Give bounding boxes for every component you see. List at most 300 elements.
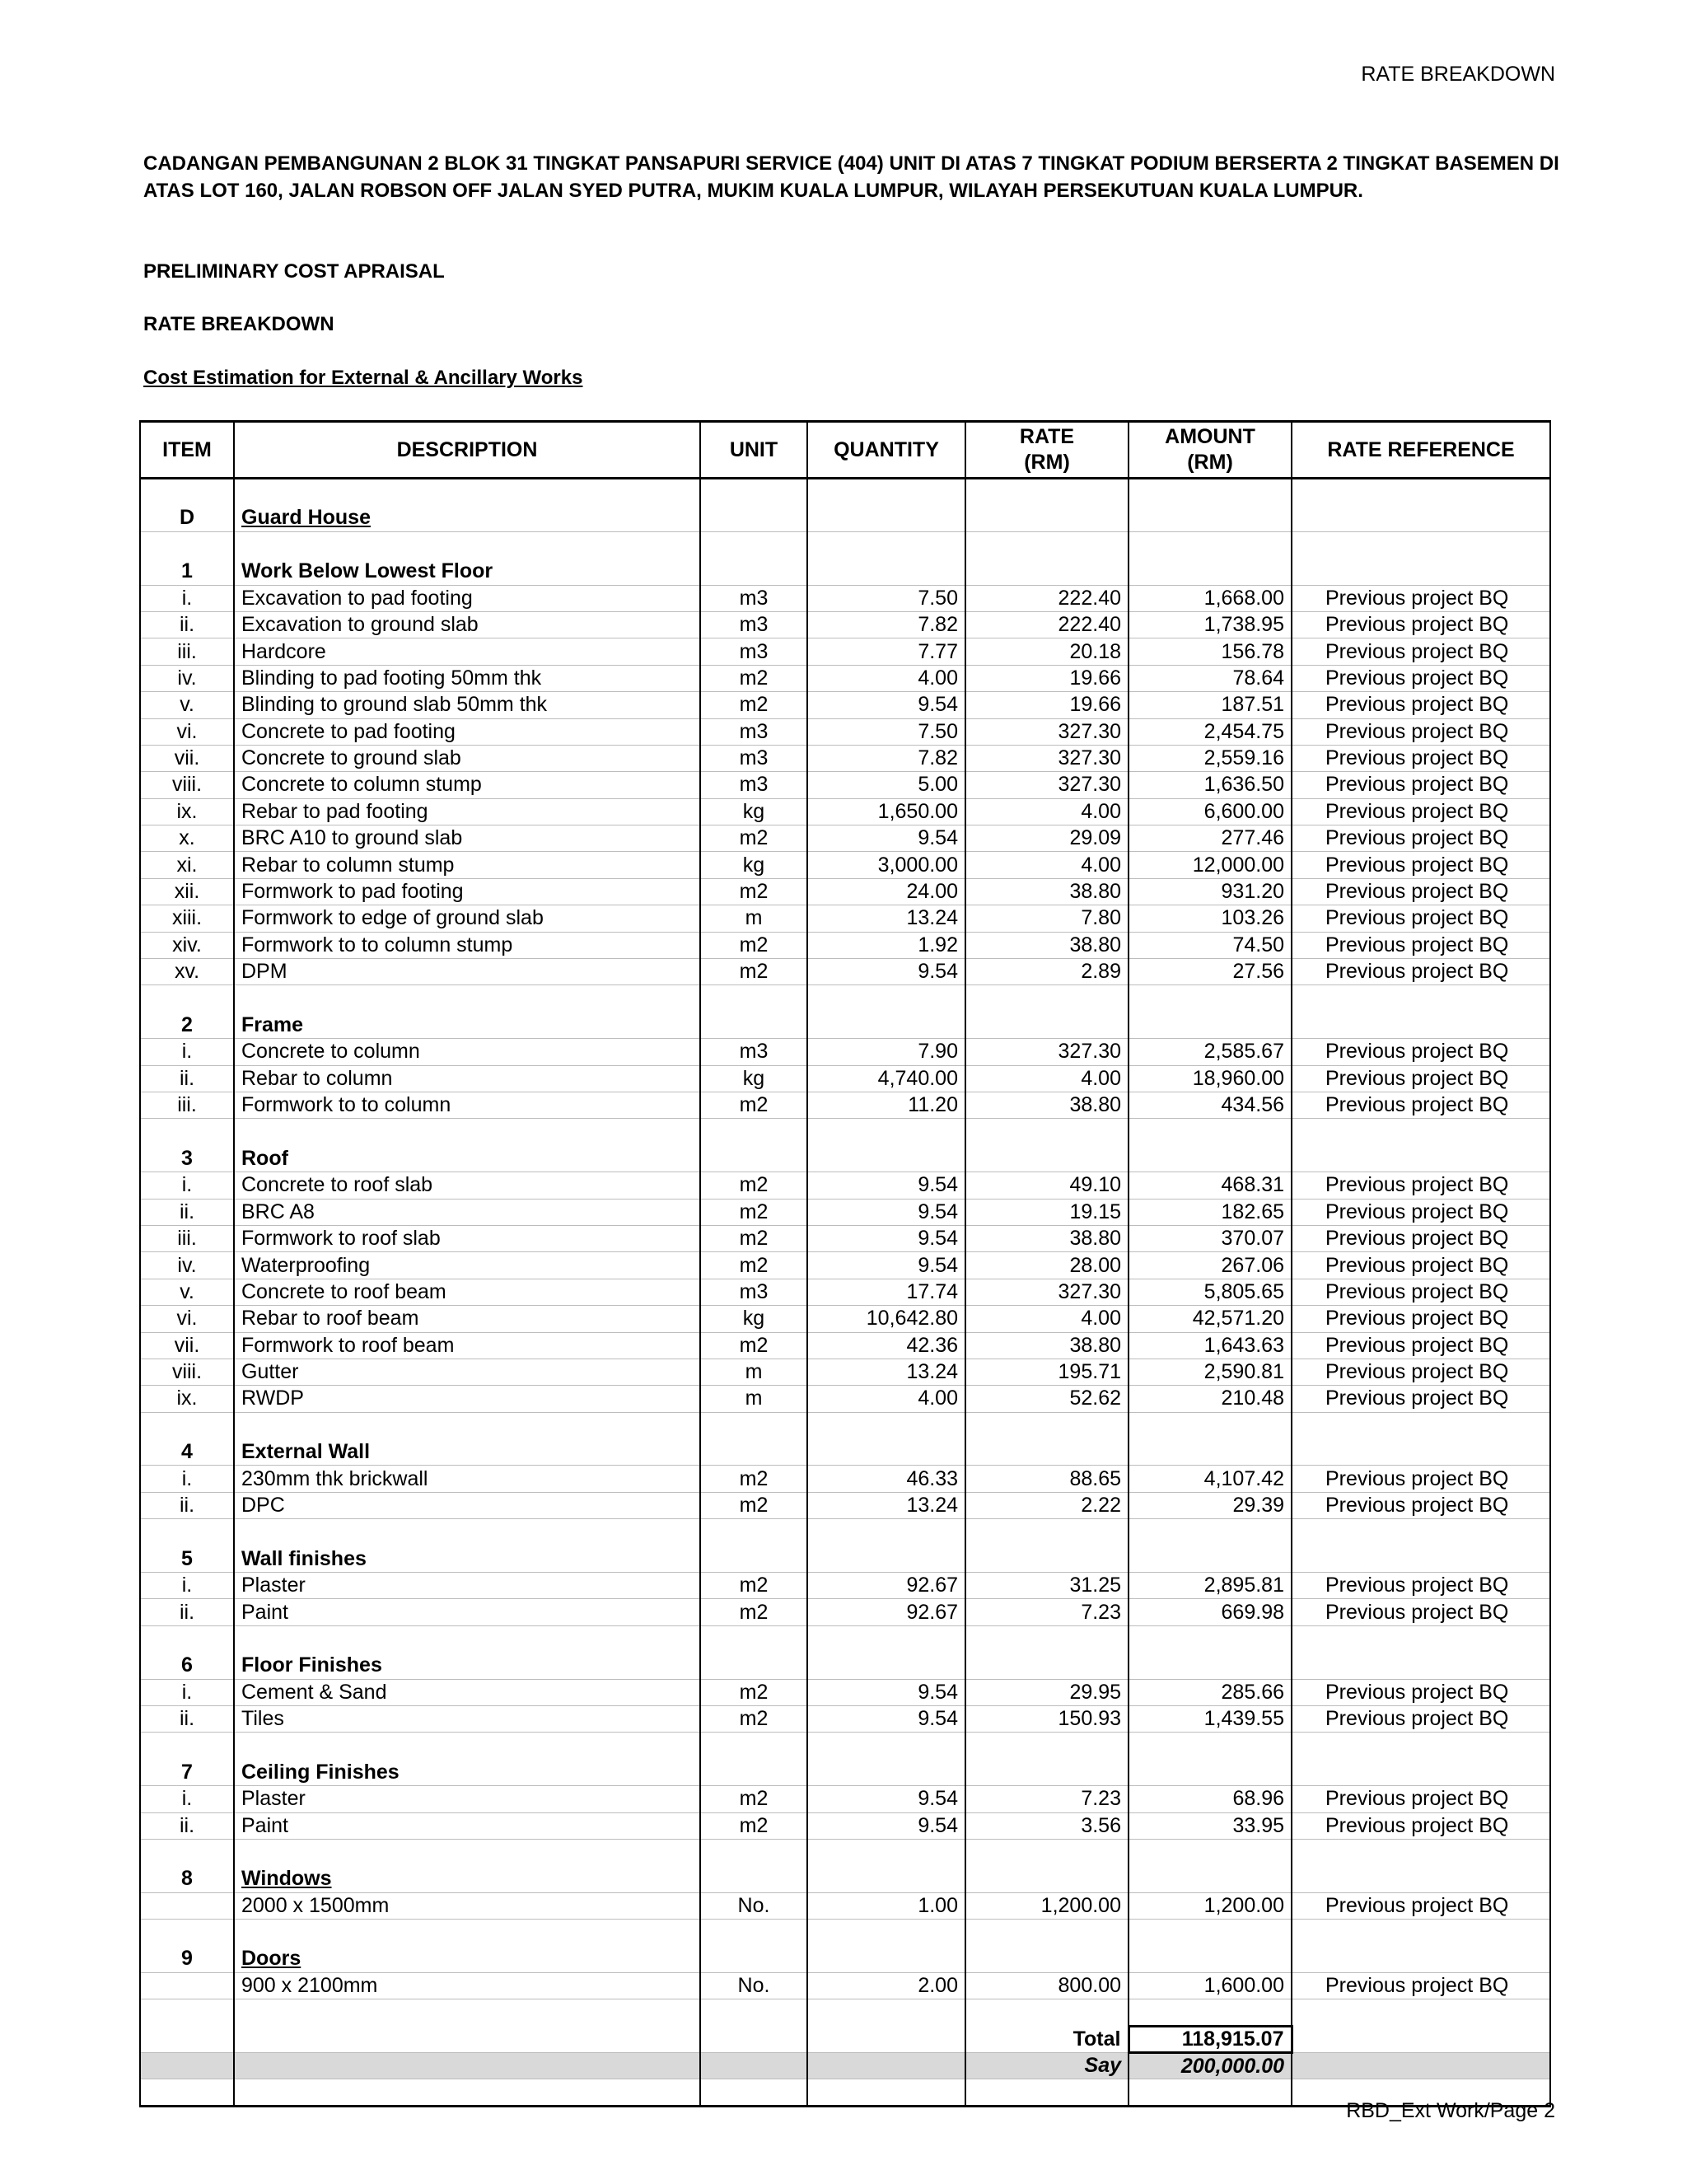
empty-cell <box>1292 1625 1550 1652</box>
rate-reference-cell: Previous project BQ <box>1292 1279 1550 1305</box>
rate-cell: 7.80 <box>965 905 1129 932</box>
rate-cell: 20.18 <box>965 638 1129 665</box>
description-cell: Rebar to pad footing <box>234 798 700 825</box>
amount-cell <box>1129 1759 1292 1785</box>
amount-cell: 434.56 <box>1129 1092 1292 1118</box>
empty-cell <box>1129 1519 1292 1546</box>
amount-cell: 187.51 <box>1129 692 1292 718</box>
rate-cell: 38.80 <box>965 1225 1129 1251</box>
unit-cell: m2 <box>700 1573 807 1599</box>
amount-cell: 2,454.75 <box>1129 718 1292 745</box>
table-row <box>140 825 1550 852</box>
rate-cell <box>965 1653 1129 1679</box>
empty-cell <box>234 1519 700 1546</box>
rate-reference-cell: Previous project BQ <box>1292 1466 1550 1492</box>
rate-reference-cell: Previous project BQ <box>1292 665 1550 691</box>
quantity-cell <box>807 1946 965 1972</box>
item-cell: i. <box>140 1172 234 1199</box>
rate-reference-cell: Previous project BQ <box>1292 1306 1550 1332</box>
amount-cell: 468.31 <box>1129 1172 1292 1199</box>
blank-row <box>140 1519 1550 1546</box>
amount-cell: 78.64 <box>1129 665 1292 691</box>
table-row <box>140 1892 1550 1919</box>
blank-row <box>140 531 1550 558</box>
amount-cell: 182.65 <box>1129 1199 1292 1225</box>
unit-cell <box>700 1439 807 1466</box>
amount-cell: 68.96 <box>1129 1786 1292 1812</box>
rate-reference-cell: Previous project BQ <box>1292 1332 1550 1359</box>
table-row <box>140 1972 1550 1999</box>
item-cell: vii. <box>140 1332 234 1359</box>
quantity-cell <box>807 1012 965 1038</box>
item-cell: ii. <box>140 1199 234 1225</box>
rate-reference-cell: Previous project BQ <box>1292 798 1550 825</box>
section-heading-row <box>140 1012 1550 1038</box>
rate-reference-cell: Previous project BQ <box>1292 1386 1550 1412</box>
empty-cell <box>234 1119 700 1145</box>
header-item: ITEM <box>140 422 234 479</box>
section-heading-label: External Wall <box>241 1440 371 1463</box>
rate-cell: 49.10 <box>965 1172 1129 1199</box>
empty-cell <box>140 1999 234 2026</box>
rate-reference-cell: Previous project BQ <box>1292 825 1550 852</box>
rate-reference-cell: Previous project BQ <box>1292 1359 1550 1385</box>
item-cell: 5 <box>140 1546 234 1572</box>
subtitle-rate-breakdown: RATE BREAKDOWN <box>143 313 334 335</box>
quantity-cell: 9.54 <box>807 825 965 852</box>
header-rate-unit: (RM) <box>1024 451 1070 474</box>
unit-cell: m2 <box>700 1786 807 1812</box>
blank-row <box>140 1119 1550 1145</box>
amount-cell: 277.46 <box>1129 825 1292 852</box>
unit-cell: m <box>700 1359 807 1385</box>
quantity-cell <box>807 1653 965 1679</box>
table-row <box>140 1492 1550 1518</box>
table-header-row <box>140 422 1550 479</box>
quantity-cell: 2.00 <box>807 1972 965 1999</box>
empty-cell <box>965 1625 1129 1652</box>
empty-cell <box>807 1920 965 1946</box>
description-cell: Paint <box>234 1812 700 1839</box>
item-cell: xii. <box>140 878 234 905</box>
item-cell: ii. <box>140 1065 234 1092</box>
total-row <box>140 2026 1550 2052</box>
unit-cell: m2 <box>700 1492 807 1518</box>
page-header: RATE BREAKDOWN <box>1361 63 1555 86</box>
description-cell: Concrete to roof beam <box>234 1279 700 1305</box>
section-heading-row <box>140 1653 1550 1679</box>
amount-cell: 33.95 <box>1129 1812 1292 1839</box>
description-cell: Concrete to column <box>234 1039 700 1065</box>
item-cell: ix. <box>140 798 234 825</box>
empty-cell <box>1292 1519 1550 1546</box>
item-cell: 4 <box>140 1439 234 1466</box>
rate-reference-cell: Previous project BQ <box>1292 772 1550 798</box>
rate-reference-cell: Previous project BQ <box>1292 745 1550 771</box>
quantity-cell: 13.24 <box>807 1359 965 1385</box>
quantity-cell <box>807 1439 965 1466</box>
table-row <box>140 852 1550 878</box>
empty-cell <box>234 1733 700 1759</box>
table-body <box>140 479 1550 2107</box>
empty-cell <box>1292 1119 1550 1145</box>
amount-cell <box>1129 1546 1292 1572</box>
description-cell <box>234 1012 700 1038</box>
item-cell: iii. <box>140 638 234 665</box>
description-cell: BRC A10 to ground slab <box>234 825 700 852</box>
empty-cell <box>965 1119 1129 1145</box>
unit-cell <box>700 1759 807 1785</box>
table-row <box>140 1332 1550 1359</box>
quantity-cell <box>807 1866 965 1892</box>
quantity-cell: 9.54 <box>807 1172 965 1199</box>
item-cell: i. <box>140 1679 234 1705</box>
description-cell: Rebar to column stump <box>234 852 700 878</box>
description-cell: Formwork to to column <box>234 1092 700 1118</box>
rate-reference-cell: Previous project BQ <box>1292 959 1550 985</box>
section-heading-row <box>140 1546 1550 1572</box>
table-row <box>140 665 1550 691</box>
empty-cell <box>700 1519 807 1546</box>
unit-cell <box>700 1946 807 1972</box>
unit-cell: m3 <box>700 585 807 611</box>
quantity-cell <box>807 505 965 531</box>
description-cell: Concrete to pad footing <box>234 718 700 745</box>
quantity-cell <box>807 1145 965 1172</box>
quantity-cell <box>807 559 965 585</box>
quantity-cell: 1,650.00 <box>807 798 965 825</box>
rate-cell <box>965 559 1129 585</box>
rate-cell: 29.95 <box>965 1679 1129 1705</box>
rate-reference-cell: Previous project BQ <box>1292 1252 1550 1279</box>
rate-cell: 4.00 <box>965 852 1129 878</box>
table-row <box>140 878 1550 905</box>
empty-cell <box>807 985 965 1012</box>
item-cell: vi. <box>140 1306 234 1332</box>
empty-cell <box>140 479 234 505</box>
empty-cell <box>1292 2026 1550 2052</box>
rate-cell <box>965 1759 1129 1785</box>
rate-reference-cell: Previous project BQ <box>1292 718 1550 745</box>
table-row <box>140 905 1550 932</box>
amount-cell: 27.56 <box>1129 959 1292 985</box>
unit-cell: m2 <box>700 1225 807 1251</box>
amount-cell: 29.39 <box>1129 1492 1292 1518</box>
item-cell: ix. <box>140 1386 234 1412</box>
rate-reference-cell: Previous project BQ <box>1292 692 1550 718</box>
quantity-cell <box>807 1546 965 1572</box>
item-cell: xi. <box>140 852 234 878</box>
table-row <box>140 1065 1550 1092</box>
item-cell: iv. <box>140 665 234 691</box>
item-cell <box>140 1972 234 1999</box>
table-row <box>140 638 1550 665</box>
amount-cell <box>1129 1866 1292 1892</box>
say-amount: 200,000.00 <box>1129 2053 1292 2079</box>
empty-cell <box>140 1920 234 1946</box>
section-heading-row <box>140 1145 1550 1172</box>
quantity-cell: 7.50 <box>807 585 965 611</box>
unit-cell: kg <box>700 798 807 825</box>
empty-cell <box>700 2079 807 2106</box>
quantity-cell: 3,000.00 <box>807 852 965 878</box>
empty-cell <box>1292 1412 1550 1438</box>
rate-reference-cell: Previous project BQ <box>1292 852 1550 878</box>
amount-cell: 267.06 <box>1129 1252 1292 1279</box>
amount-cell <box>1129 1653 1292 1679</box>
item-cell: 2 <box>140 1012 234 1038</box>
amount-cell <box>1129 505 1292 531</box>
unit-cell <box>700 505 807 531</box>
item-cell: v. <box>140 1279 234 1305</box>
unit-cell: m2 <box>700 1599 807 1625</box>
empty-cell <box>140 1519 234 1546</box>
rate-cell <box>965 1145 1129 1172</box>
amount-cell: 1,643.63 <box>1129 1332 1292 1359</box>
description-cell: DPC <box>234 1492 700 1518</box>
item-cell: 6 <box>140 1653 234 1679</box>
description-cell: Formwork to roof beam <box>234 1332 700 1359</box>
amount-cell: 1,439.55 <box>1129 1705 1292 1732</box>
rate-reference-cell <box>1292 1145 1550 1172</box>
empty-cell <box>140 1119 234 1145</box>
empty-cell <box>700 1999 807 2026</box>
amount-cell: 1,636.50 <box>1129 772 1292 798</box>
rate-cell: 19.66 <box>965 665 1129 691</box>
empty-cell <box>1129 1733 1292 1759</box>
header-amount <box>1129 422 1292 479</box>
empty-cell <box>700 985 807 1012</box>
amount-cell: 669.98 <box>1129 1599 1292 1625</box>
description-cell: Paint <box>234 1599 700 1625</box>
rate-reference-cell <box>1292 1866 1550 1892</box>
empty-cell <box>807 2053 965 2079</box>
rate-cell: 7.23 <box>965 1599 1129 1625</box>
quantity-cell: 9.54 <box>807 1679 965 1705</box>
item-cell: viii. <box>140 772 234 798</box>
quantity-cell: 4.00 <box>807 665 965 691</box>
unit-cell <box>700 1012 807 1038</box>
rate-cell: 327.30 <box>965 772 1129 798</box>
rate-reference-cell: Previous project BQ <box>1292 1599 1550 1625</box>
quantity-cell: 42.36 <box>807 1332 965 1359</box>
table-row <box>140 1359 1550 1385</box>
amount-cell: 74.50 <box>1129 932 1292 958</box>
table-row <box>140 932 1550 958</box>
unit-cell: m2 <box>700 932 807 958</box>
unit-cell: m3 <box>700 772 807 798</box>
empty-cell <box>140 531 234 558</box>
empty-cell <box>965 1839 1129 1865</box>
empty-cell <box>140 1625 234 1652</box>
unit-cell: m2 <box>700 878 807 905</box>
item-cell: 1 <box>140 559 234 585</box>
empty-cell <box>965 2079 1129 2106</box>
empty-cell <box>234 1625 700 1652</box>
item-cell: 3 <box>140 1145 234 1172</box>
item-cell: 7 <box>140 1759 234 1785</box>
table-row <box>140 1679 1550 1705</box>
rate-cell: 19.66 <box>965 692 1129 718</box>
table-row <box>140 745 1550 771</box>
unit-cell: m2 <box>700 1679 807 1705</box>
item-cell: D <box>140 505 234 531</box>
empty-cell <box>1129 1625 1292 1652</box>
item-cell: i. <box>140 1466 234 1492</box>
amount-cell: 4,107.42 <box>1129 1466 1292 1492</box>
table-row <box>140 1092 1550 1118</box>
empty-cell <box>807 1839 965 1865</box>
table-row <box>140 1225 1550 1251</box>
rate-reference-cell: Previous project BQ <box>1292 1039 1550 1065</box>
rate-reference-cell <box>1292 1653 1550 1679</box>
unit-cell <box>700 1866 807 1892</box>
amount-cell: 285.66 <box>1129 1679 1292 1705</box>
item-cell: ii. <box>140 1599 234 1625</box>
quantity-cell: 9.54 <box>807 1812 965 1839</box>
quantity-cell: 1.92 <box>807 932 965 958</box>
quantity-cell: 7.77 <box>807 638 965 665</box>
unit-cell <box>700 1145 807 1172</box>
description-cell: 230mm thk brickwall <box>234 1466 700 1492</box>
empty-cell <box>234 531 700 558</box>
empty-cell <box>807 1119 965 1145</box>
empty-cell <box>807 1519 965 1546</box>
rate-cell: 4.00 <box>965 798 1129 825</box>
description-cell <box>234 1866 700 1892</box>
description-cell: Plaster <box>234 1786 700 1812</box>
item-cell: ii. <box>140 611 234 638</box>
empty-cell <box>1292 1733 1550 1759</box>
amount-cell: 18,960.00 <box>1129 1065 1292 1092</box>
empty-cell <box>807 1999 965 2026</box>
amount-cell: 2,895.81 <box>1129 1573 1292 1599</box>
section-title: Cost Estimation for External & Ancillary Works <box>143 367 583 389</box>
table-row <box>140 1599 1550 1625</box>
empty-cell <box>234 1999 700 2026</box>
description-cell: DPM <box>234 959 700 985</box>
blank-row <box>140 1733 1550 1759</box>
rate-reference-cell: Previous project BQ <box>1292 1812 1550 1839</box>
description-cell: Formwork to edge of ground slab <box>234 905 700 932</box>
table-row <box>140 1279 1550 1305</box>
quantity-cell: 7.82 <box>807 745 965 771</box>
unit-cell: m2 <box>700 1332 807 1359</box>
quantity-cell: 9.54 <box>807 1705 965 1732</box>
empty-cell <box>807 2026 965 2052</box>
section-heading-label: Work Below Lowest Floor <box>241 559 493 583</box>
description-cell: Concrete to column stump <box>234 772 700 798</box>
quantity-cell: 11.20 <box>807 1092 965 1118</box>
amount-cell <box>1129 1946 1292 1972</box>
section-heading-label: Wall finishes <box>241 1546 367 1570</box>
header-amount-label: AMOUNT <box>1165 425 1255 448</box>
empty-cell <box>234 1920 700 1946</box>
item-cell: iii. <box>140 1092 234 1118</box>
empty-cell <box>807 1733 965 1759</box>
rate-cell <box>965 1439 1129 1466</box>
description-cell: RWDP <box>234 1386 700 1412</box>
empty-cell <box>965 1733 1129 1759</box>
amount-cell <box>1129 559 1292 585</box>
description-cell: Rebar to column <box>234 1065 700 1092</box>
amount-cell: 2,585.67 <box>1129 1039 1292 1065</box>
table-row <box>140 1573 1550 1599</box>
rate-cell: 28.00 <box>965 1252 1129 1279</box>
total-amount: 118,915.07 <box>1129 2026 1292 2052</box>
quantity-cell: 92.67 <box>807 1573 965 1599</box>
unit-cell: m2 <box>700 1812 807 1839</box>
description-cell <box>234 1946 700 1972</box>
unit-cell: m <box>700 905 807 932</box>
description-cell: 900 x 2100mm <box>234 1972 700 1999</box>
empty-cell <box>1292 2053 1550 2079</box>
amount-cell: 1,668.00 <box>1129 585 1292 611</box>
unit-cell <box>700 1546 807 1572</box>
description-cell: Excavation to ground slab <box>234 611 700 638</box>
rate-cell: 222.40 <box>965 611 1129 638</box>
item-cell: i. <box>140 1573 234 1599</box>
amount-cell <box>1129 1439 1292 1466</box>
unit-cell: No. <box>700 1972 807 1999</box>
project-title: CADANGAN PEMBANGUNAN 2 BLOK 31 TINGKAT PANSAPURI SERVICE (404) UNIT DI ATAS 7 TINGKAT PODIUM BERSERTA 2 TINGKAT BASEMEN DI ATAS LOT 160, JALAN ROBSON OFF JALAN SYED PUTRA, MUKIM KUALA LUMPUR, WILAYAH PERSEKUTUAN KUALA LUMPUR. <box>143 152 1559 202</box>
rate-cell: 29.09 <box>965 825 1129 852</box>
empty-cell <box>1292 479 1550 505</box>
rate-cell: 4.00 <box>965 1065 1129 1092</box>
page-footer: RBD_Ext Work/Page 2 <box>1346 2099 1555 2122</box>
empty-cell <box>965 1920 1129 1946</box>
empty-cell <box>700 1920 807 1946</box>
amount-cell: 2,559.16 <box>1129 745 1292 771</box>
description-cell: Waterproofing <box>234 1252 700 1279</box>
quantity-cell: 9.54 <box>807 692 965 718</box>
rate-cell: 150.93 <box>965 1705 1129 1732</box>
empty-cell <box>1292 531 1550 558</box>
empty-cell <box>700 1412 807 1438</box>
empty-cell <box>140 1412 234 1438</box>
amount-cell: 1,200.00 <box>1129 1892 1292 1919</box>
empty-cell <box>140 2053 234 2079</box>
rate-reference-cell <box>1292 1759 1550 1785</box>
description-cell: Formwork to to column stump <box>234 932 700 958</box>
description-cell: Blinding to pad footing 50mm thk <box>234 665 700 691</box>
description-cell: Tiles <box>234 1705 700 1732</box>
header-unit: UNIT <box>700 422 807 479</box>
unit-cell: m3 <box>700 745 807 771</box>
empty-cell <box>1129 1920 1292 1946</box>
amount-cell: 1,738.95 <box>1129 611 1292 638</box>
unit-cell: m2 <box>700 665 807 691</box>
quantity-cell: 5.00 <box>807 772 965 798</box>
quantity-cell: 10,642.80 <box>807 1306 965 1332</box>
empty-cell <box>1129 1119 1292 1145</box>
empty-cell <box>700 1119 807 1145</box>
description-cell: Formwork to pad footing <box>234 878 700 905</box>
item-cell: i. <box>140 585 234 611</box>
table-row <box>140 1786 1550 1812</box>
quantity-cell: 4.00 <box>807 1386 965 1412</box>
item-cell: ii. <box>140 1705 234 1732</box>
empty-cell <box>965 1412 1129 1438</box>
item-cell: v. <box>140 692 234 718</box>
table-row <box>140 1172 1550 1199</box>
rate-cell: 4.00 <box>965 1306 1129 1332</box>
description-cell: 2000 x 1500mm <box>234 1892 700 1919</box>
rate-cell: 327.30 <box>965 718 1129 745</box>
item-cell <box>140 1892 234 1919</box>
quantity-cell: 9.54 <box>807 1199 965 1225</box>
rate-reference-cell <box>1292 1546 1550 1572</box>
